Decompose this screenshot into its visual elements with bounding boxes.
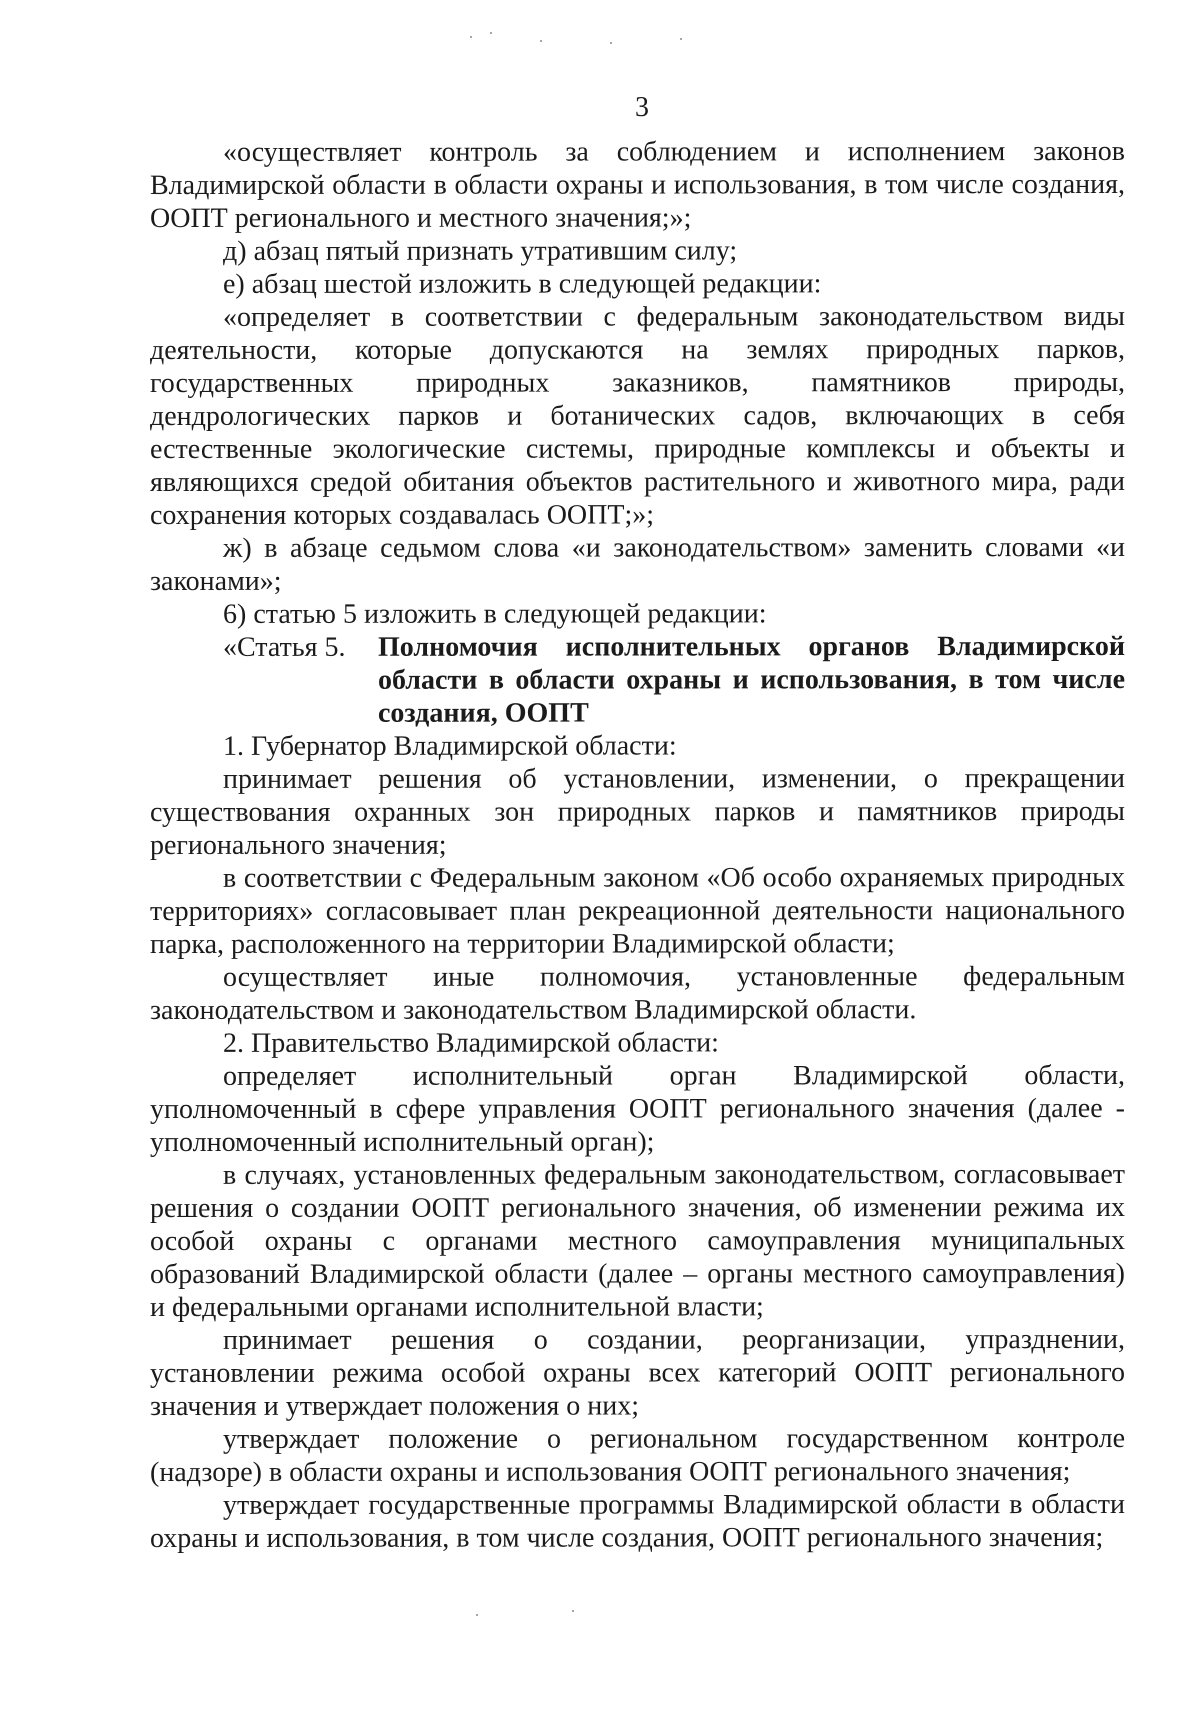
paragraph: «осуществляет контроль за соблюдением и исполнением законов Владимирской области в области охраны и использования, в том числе создания, ООПТ регионального и местного значения;»; [150, 135, 1125, 234]
paragraph: д) абзац пятый признать утратившим силу; [223, 235, 738, 267]
page-number: 3 [635, 92, 649, 123]
paragraph: 2. Правительство Владимирской области: [223, 1027, 719, 1059]
paragraph: осуществляет иные полномочия, установленные федеральным законодательством и законодательством Владимирской области. [150, 960, 1125, 1026]
paragraph: «определяет в соответствии с федеральным законодательством виды деятельности, которые допускаются на землях природных парков, государственных природных заказников, памятников природы, дендрологических парков и ботанических садов, включающих в себя естественные экологические системы, природные комплексы и объекты и являющихся средой обитания объектов растительного и животного мира, ради сохранения которых создавалась ООПТ;»; [150, 300, 1125, 531]
scan-speck [680, 38, 682, 40]
paragraph: ж) в абзаце седьмом слова «и законодательством» заменить словами «и законами»; [150, 531, 1125, 597]
paragraph: 1. Губернатор Владимирской области: [223, 730, 677, 762]
scan-speck [610, 42, 612, 44]
paragraph: утверждает государственные программы Владимирской области в области охраны и использования, в том числе создания, ООПТ регионального значения; [150, 1488, 1125, 1554]
scan-speck [470, 36, 472, 38]
scan-speck [540, 40, 542, 42]
article-title: Полномочия исполнительных органов Владимирской области в области охраны и использования, в том числе создания, ООПТ [378, 630, 1125, 729]
article-heading [223, 630, 1125, 730]
scan-speck [572, 1610, 574, 1612]
paragraph: 6) статью 5 изложить в следующей редакции: [223, 598, 767, 630]
paragraph: в случаях, установленных федеральным законодательством, согласовывает решения о создании ООПТ регионального значения, об изменении режима их особой охраны с органами местного самоуправления муниципальных образований Владимирской области (далее – органы местного самоуправления) и федеральными органами исполнительной власти; [150, 1158, 1125, 1323]
paragraph: определяет исполнительный орган Владимирской области, уполномоченный в сфере управления ООПТ регионального значения (далее - уполномоченный исполнительный орган); [150, 1059, 1125, 1158]
article-label: «Статья 5. [223, 631, 346, 663]
paragraph: утверждает положение о региональном государственном контроле (надзоре) в области охраны и использования ООПТ регионального значения; [150, 1422, 1125, 1488]
scan-speck [476, 1614, 478, 1616]
paragraph: принимает решения о создании, реорганизации, упразднении, установлении режима особой охраны всех категорий ООПТ регионального значения и утверждает положения о них; [150, 1323, 1125, 1422]
paragraph: принимает решения об установлении, изменении, о прекращении существования охранных зон природных парков и памятников природы регионального значения; [150, 762, 1125, 861]
paragraph: в соответствии с Федеральным законом «Об особо охраняемых природных территориях» согласовывает план рекреационной деятельности национального парка, расположенного на территории Владимирской области; [150, 861, 1125, 960]
scan-speck [490, 32, 492, 34]
paragraph: е) абзац шестой изложить в следующей редакции: [223, 268, 822, 300]
document-body [150, 135, 1125, 1555]
